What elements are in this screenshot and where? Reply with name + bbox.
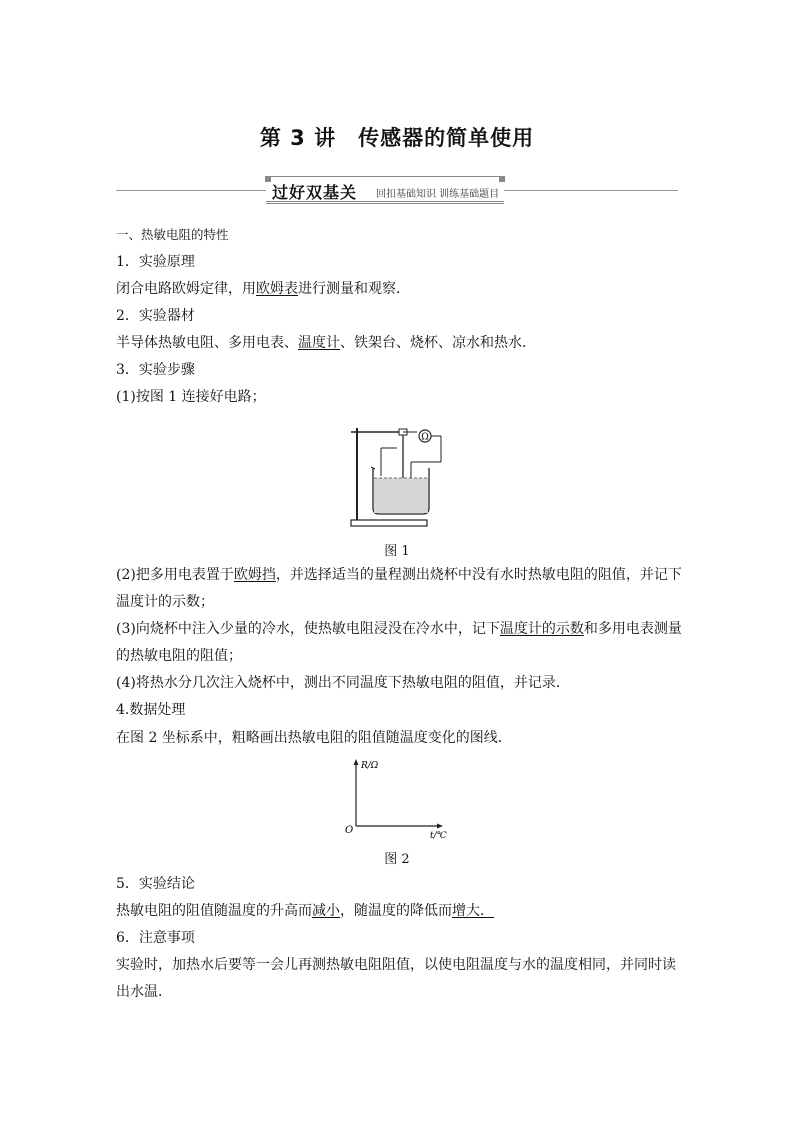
- page-title: 第 3 讲 传感器的简单使用: [259, 126, 535, 150]
- origin-label: O: [345, 825, 354, 836]
- step-2: [116, 566, 682, 584]
- conclusion-decrease: 减小: [312, 903, 340, 919]
- equipment-thermometer: 温度计: [298, 335, 340, 351]
- step-1: (1)按图 1 连接好电路；: [116, 389, 266, 405]
- conclusion-before: 热敏电阻的阻值随温度的升高而: [116, 903, 312, 919]
- water: [374, 478, 428, 513]
- principle-text: [116, 280, 410, 298]
- data-text: 在图 2 坐标系中，粗略画出热敏电阻的阻值随温度变化的图线．: [116, 730, 512, 746]
- y-axis-label: R/Ω: [361, 761, 379, 771]
- stand-base: [351, 520, 427, 526]
- heading-notes: 6．注意事项: [116, 930, 195, 946]
- notes-line-2: 出水温．: [116, 984, 172, 1000]
- equipment-text: [116, 334, 536, 352]
- principle-text-before: 闭合电路欧姆定律，用: [116, 281, 256, 297]
- ohmmeter-symbol: Ω: [421, 432, 429, 443]
- step-3-before: (3)向烧杯中注入少量的冷水，使热敏电阻浸没在冷水中，记下: [116, 621, 500, 637]
- heading-principle: 1．实验原理: [116, 254, 195, 270]
- x-axis-arrow: [437, 824, 443, 829]
- step-2-after: ，并选择适当的量程测出烧杯中没有水时热敏电阻的阻值，并记下: [275, 567, 682, 583]
- banner-subtitle: 回扣基础知识 训练基础题目: [376, 189, 500, 200]
- figure-1-apparatus: [345, 422, 445, 530]
- y-axis-arrow: [354, 759, 359, 765]
- banner-box: [266, 176, 504, 204]
- conclusion-increase: 增大．: [452, 903, 494, 919]
- conclusion-mid: ，随温度的降低而: [340, 903, 452, 919]
- step-2-ohm-range: 欧姆挡: [233, 567, 276, 583]
- step-3-after: 和多用电表测量: [583, 621, 682, 637]
- equipment-text-after: 、铁架台、烧杯、凉水和热水．: [340, 335, 536, 351]
- step-3-line-2: 的热敏电阻的阻值；: [116, 648, 242, 664]
- conclusion-text: [116, 902, 494, 920]
- step-3-thermometer-reading: 温度计的示数: [499, 621, 584, 637]
- principle-text-after: 进行测量和观察．: [298, 281, 410, 297]
- equipment-text-before: 半导体热敏电阻、多用电表、: [116, 335, 298, 351]
- figure-2-caption: 图 2: [384, 852, 410, 867]
- step-3: [116, 620, 682, 638]
- heading-equipment: 2．实验器材: [116, 308, 195, 324]
- principle-ohmmeter: 欧姆表: [256, 281, 298, 297]
- heading-steps: 3．实验步骤: [116, 362, 195, 378]
- step-2-line-2: 温度计的示数；: [116, 594, 214, 610]
- notes-line-1: 实验时，加热水后要等一会儿再测热敏电阻阻值，以使电阻温度与水的温度相同，并同时读: [116, 957, 676, 973]
- figure-2-axes: [340, 756, 450, 840]
- heading-conclusion: 5．实验结论: [116, 876, 195, 892]
- heading-thermistor: 一、热敏电阻的特性: [116, 227, 229, 242]
- step-2-before: (2)把多用电表置于: [116, 567, 234, 583]
- section-banner: [116, 176, 678, 206]
- x-axis-label: t/℃: [430, 831, 447, 840]
- banner-rule-right: [504, 190, 678, 191]
- step-4: (4)将热水分几次注入烧杯中，测出不同温度下热敏电阻的阻值，并记录．: [116, 675, 570, 691]
- figure-1-caption: 图 1: [384, 544, 410, 559]
- heading-data: 4.数据处理: [116, 702, 186, 718]
- banner-rule-left: [116, 190, 266, 191]
- banner-title: 过好双基关: [272, 183, 358, 202]
